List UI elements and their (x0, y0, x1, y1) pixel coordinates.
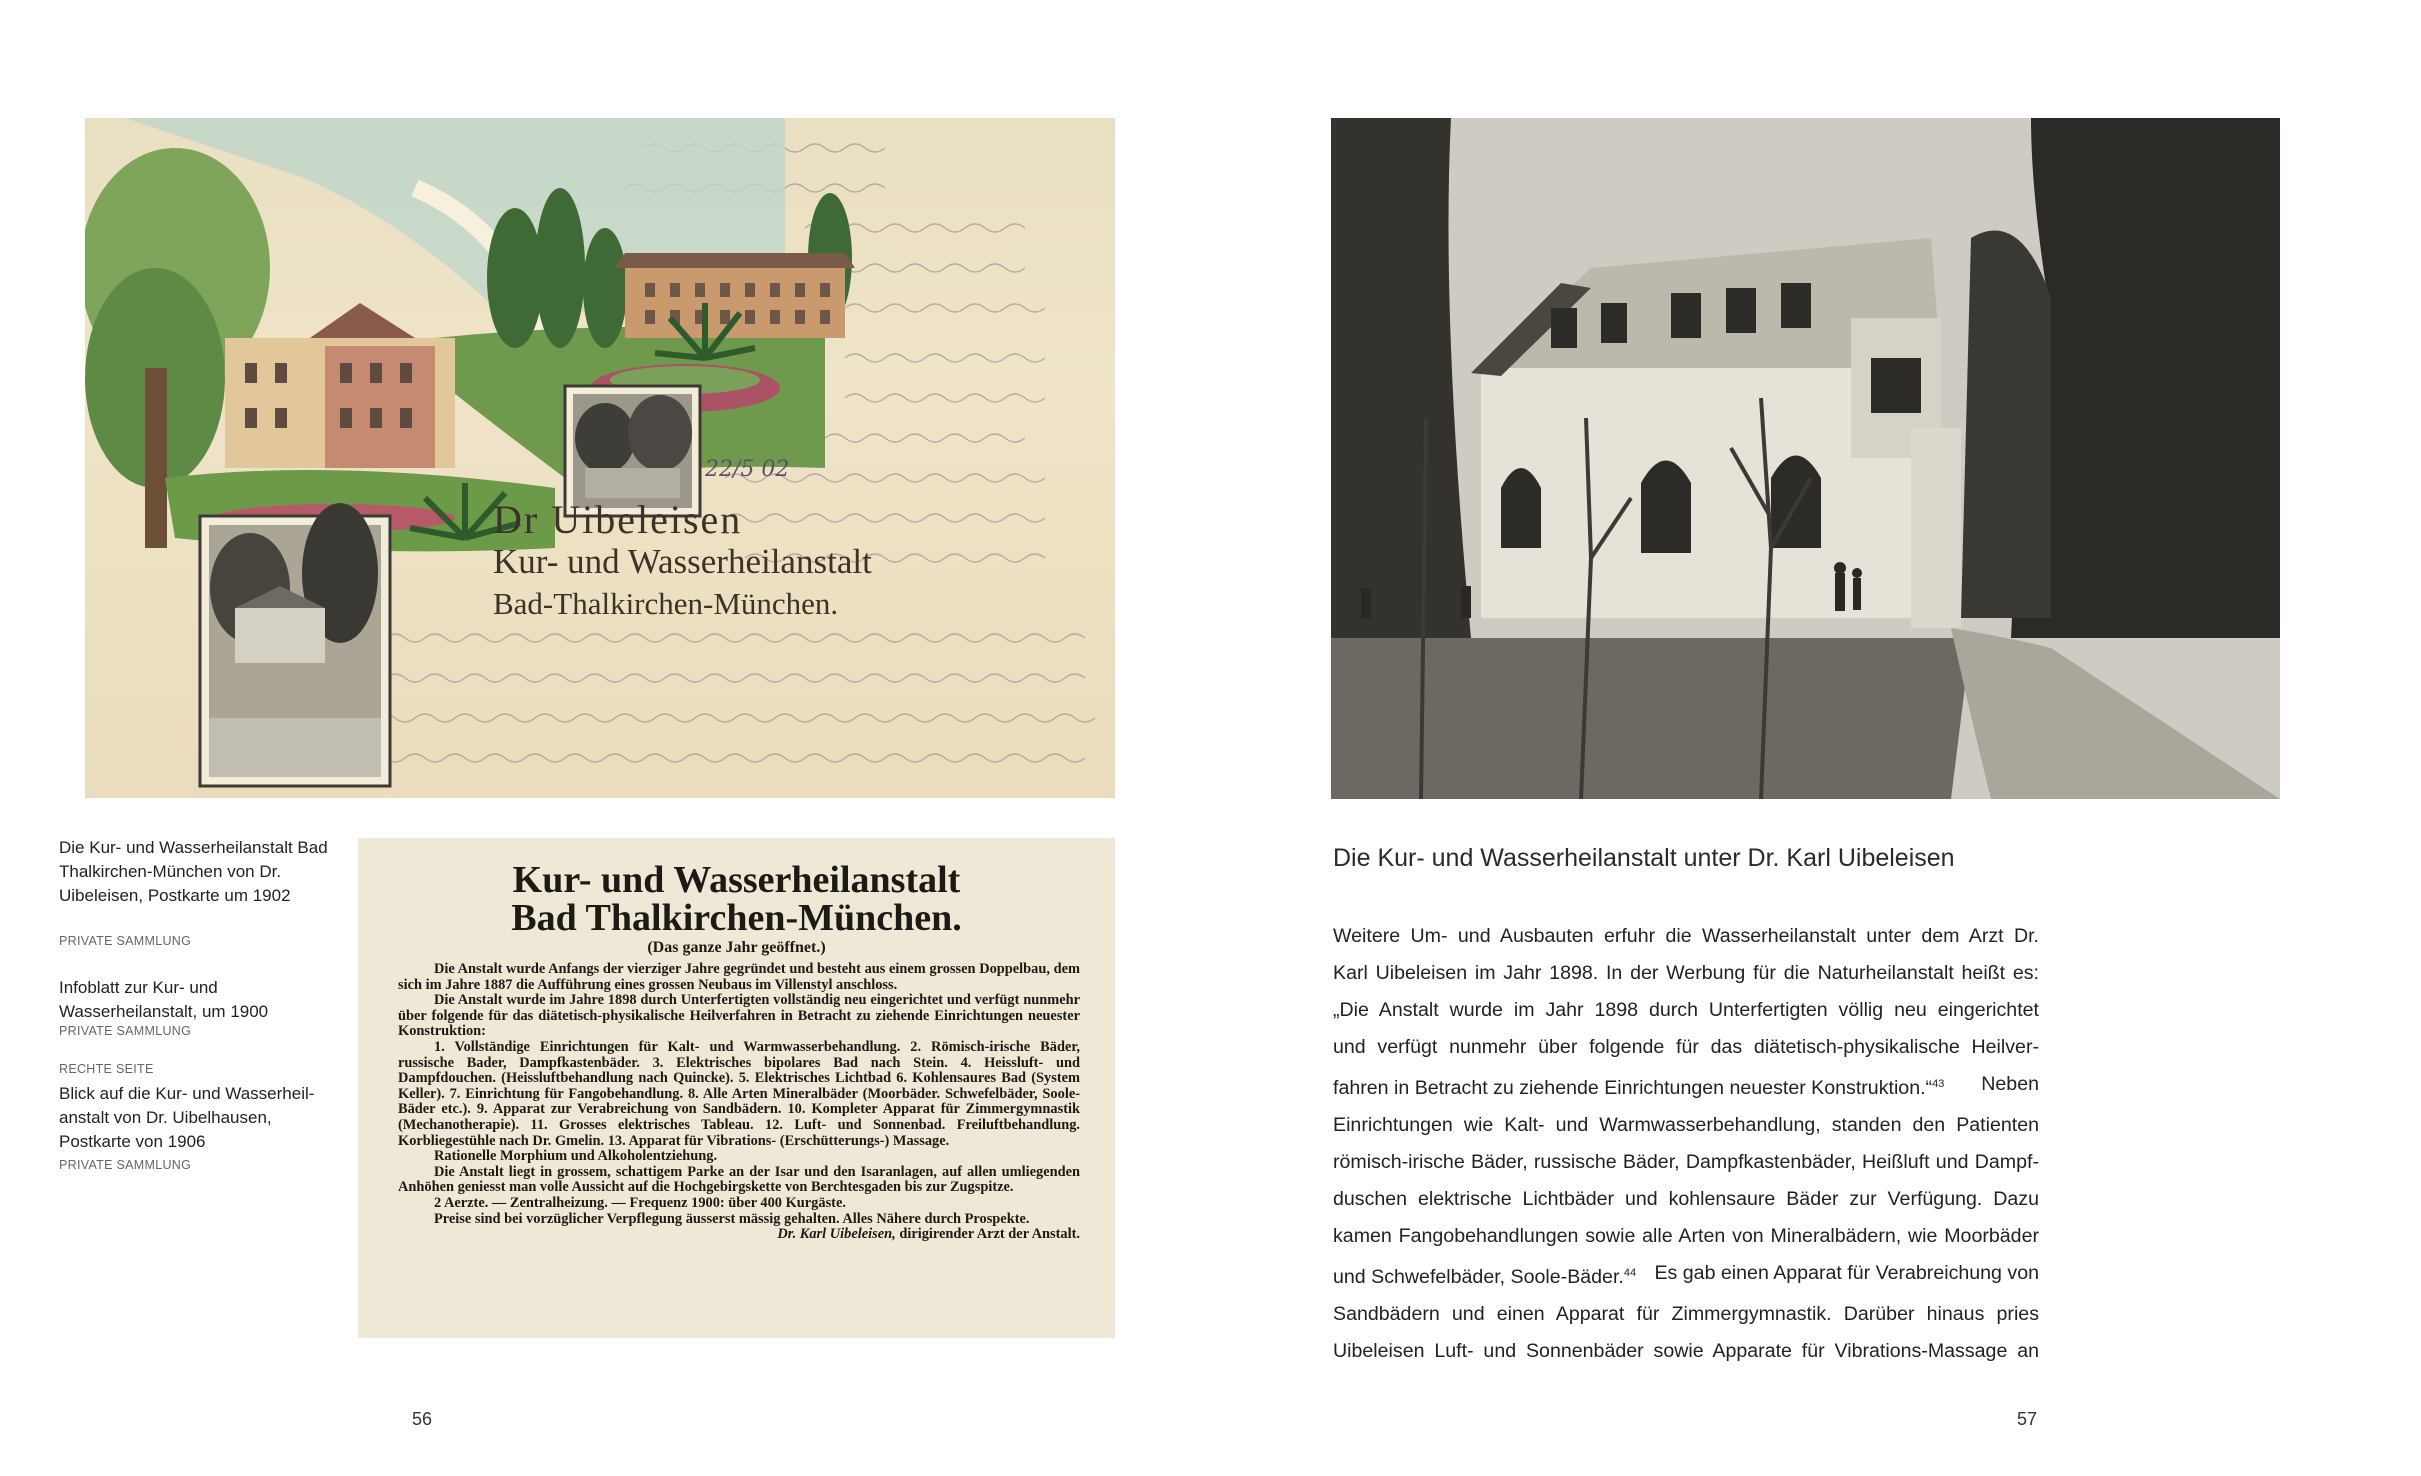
body-line-12: Uibeleisen Luft- und Sonnenbäder sowie Apparate für Vibrations-Massage an (1333, 1340, 2039, 1362)
caption-postcard: Die Kur- und Wasserheilanstalt Bad Thalkirchen-München von Dr. Uibeleisen, Postkarte um 1902 (59, 838, 328, 905)
section-heading: Die Kur- und Wasserheilanstalt unter Dr. Karl Uibeleisen (1333, 844, 1955, 872)
infoblatt-title-line2: Bad Thalkirchen-München. (511, 897, 962, 939)
postcard-image (85, 118, 1115, 798)
infoblatt-para1: Die Anstalt wurde Anfangs der vierziger Jahre gegründet und besteht aus einem grossen Doppelbau, dem sich im Jahre 1887 die Aufführung eines grossen Neubaus im Villenstyl anschloss. (398, 961, 1080, 993)
body-line-1: Weitere Um- und Ausbauten erfuhr die Wasserheilanstalt unter dem Arzt Dr. (1333, 925, 2039, 947)
credit-right-photo: PRIVATE SAMMLUNG (59, 1158, 192, 1172)
body-line-4: und verfügt nunmehr über folgende für das diätetisch-physikalische Heilver- (1333, 1036, 2039, 1058)
postcard-illustration (85, 118, 1115, 798)
body-line-6: Einrichtungen wie Kalt- und Warmwasserbehandlung, standen den Patienten (1333, 1114, 2039, 1136)
body-line-10-tail: Es gab einen Apparat für Verabreichung von (1649, 1262, 2039, 1284)
body-line-10 (1333, 1255, 2039, 1296)
body-line-7: römisch-irische Bäder, russische Bäder, Dampfkastenbäder, Heißluft und Dampf- (1333, 1151, 2039, 1173)
villa-photo-illustration (1331, 118, 2280, 799)
infoblatt-list: 1. Vollständige Einrichtungen für Kalt- und Warmwasserbehandlung. 2. Römisch-irische Bäder, russische Bader, Dampfkastenbäder. 3. Elektrisches bipolares Bad nach Stein. 4. Heissluft- und Dampfdouchen. (Heissluftbehandlung nach Quincke). 5. Elektrisches Lichtbad 6. Kohlensaures Bad (System Keller). 7. Einrichtung für Fangobehandlung. 8. Alle Arten Mineralbäder (Moorbäder. Schwefelbäder, Soole-Bäder etc.). 9. Apparat zur Verabreichung von Sandbädern. 10. Kompleter Apparat für Zimmergymnastik (Mechanotherapie). 11. Grosses elektrisches Tableau. 12. Luft- und Sonnenbad. Freiluftbehandlung. Korbliegestühle nach Dr. Gmelin. 13. Apparat für Vibrations- (Erschütterungs-) Massage. (398, 1038, 1080, 1149)
infoblatt-subtitle: (Das ganze Jahr geöffnet.) (647, 939, 826, 956)
postcard-title-line3: Bad-Thalkirchen-München. (493, 586, 839, 621)
body-line-11: Sandbädern und einen Apparat für Zimmergymnastik. Darüber hinaus pries (1333, 1303, 2039, 1325)
infoblatt-signature (398, 1227, 1080, 1243)
infoblatt-signature-role: dirigirender Arzt der Anstalt. (899, 1226, 1080, 1243)
credit-postcard: PRIVATE SAMMLUNG (59, 934, 192, 948)
postcard-title-line2: Kur- und Wasserheilanstalt (493, 542, 872, 581)
body-line-10-text: und Schwefelbäder, Soole-Bäder. (1333, 1266, 1624, 1288)
body-line-2: Karl Uibeleisen im Jahr 1898. In der Werbung für die Naturheilanstalt heißt es: (1333, 962, 2039, 984)
villa-photo (1331, 118, 2280, 799)
body-line-5 (1333, 1066, 2039, 1107)
postcard-title-line1: Dr Uibeleisen (493, 497, 743, 542)
infoblatt-para4: Die Anstalt liegt in grossem, schattigem Parke an der Isar und den Isaranlagen, auf allen umliegenden Anhöhen geniesst man volle Aussicht auf die Hochgebirgskette von Berchtesgaden bis zur Zugspitze. (398, 1163, 1080, 1196)
caption-infoblatt: Infoblatt zur Kur- und Wasserheilanstalt, um 1900 (59, 978, 269, 1021)
body-text (1333, 918, 2039, 1370)
body-line-9: kamen Fangobehandlungen sowie alle Arten von Mineralbädern, wie Moorbäder (1333, 1225, 2039, 1247)
page-number-left: 56 (412, 1409, 433, 1429)
credit-infoblatt: PRIVATE SAMMLUNG (59, 1024, 192, 1038)
infoblatt-para6: Preise sind bei vorzüglicher Verpflegung äusserst mässig gehalten. Alles Nähere durch Prospekte. (434, 1210, 1030, 1227)
infoblatt-para3: Rationelle Morphium und Alkoholentziehung. (434, 1148, 718, 1165)
handwritten-date: 22/5 02 (705, 457, 790, 482)
body-line-5-tail: Neben (1981, 1073, 2039, 1095)
infoblatt-para2: Die Anstalt wurde im Jahre 1898 durch Unterfertigten vollständig neu eingerichtet und verfügt nunmehr über folgende für das diätetisch-physikalische Heilverfahren in Betracht zu ziehende Einrichtungen neuester Konstruktion: (398, 992, 1080, 1040)
body-line-5-text: fahren in Betracht zu ziehende Einrichtungen neuester Konstruktion.“ (1333, 1077, 1933, 1099)
infoblatt-title-line1: Kur- und Wasserheilanstalt (512, 859, 961, 901)
caption-right-photo: Blick auf die Kur- und Wasserheilanstalt von Dr. Uibelhausen, Postkarte von 1906 (59, 1084, 315, 1151)
infoblatt-para5: 2 Aerzte. — Zentralheizung. — Frequenz 1900: über 400 Kurgäste. (434, 1194, 846, 1211)
page-number-right: 57 (2017, 1409, 2038, 1429)
infoblatt-signature-name: Dr. Karl Uibeleisen, (777, 1226, 896, 1243)
infoblatt-body (398, 962, 1080, 1243)
infoblatt-image (358, 838, 1115, 1338)
label-right-page: RECHTE SEITE (59, 1062, 154, 1076)
body-line-8: duschen elektrische Lichtbäder und kohlensaure Bäder zur Verfügung. Dazu (1333, 1188, 2039, 1210)
footnote-43: 43 (1932, 1078, 1945, 1090)
footnote-44: 44 (1623, 1267, 1637, 1279)
body-line-3: „Die Anstalt wurde im Jahr 1898 durch Unterfertigten völlig neu eingerichtet (1333, 999, 2039, 1021)
